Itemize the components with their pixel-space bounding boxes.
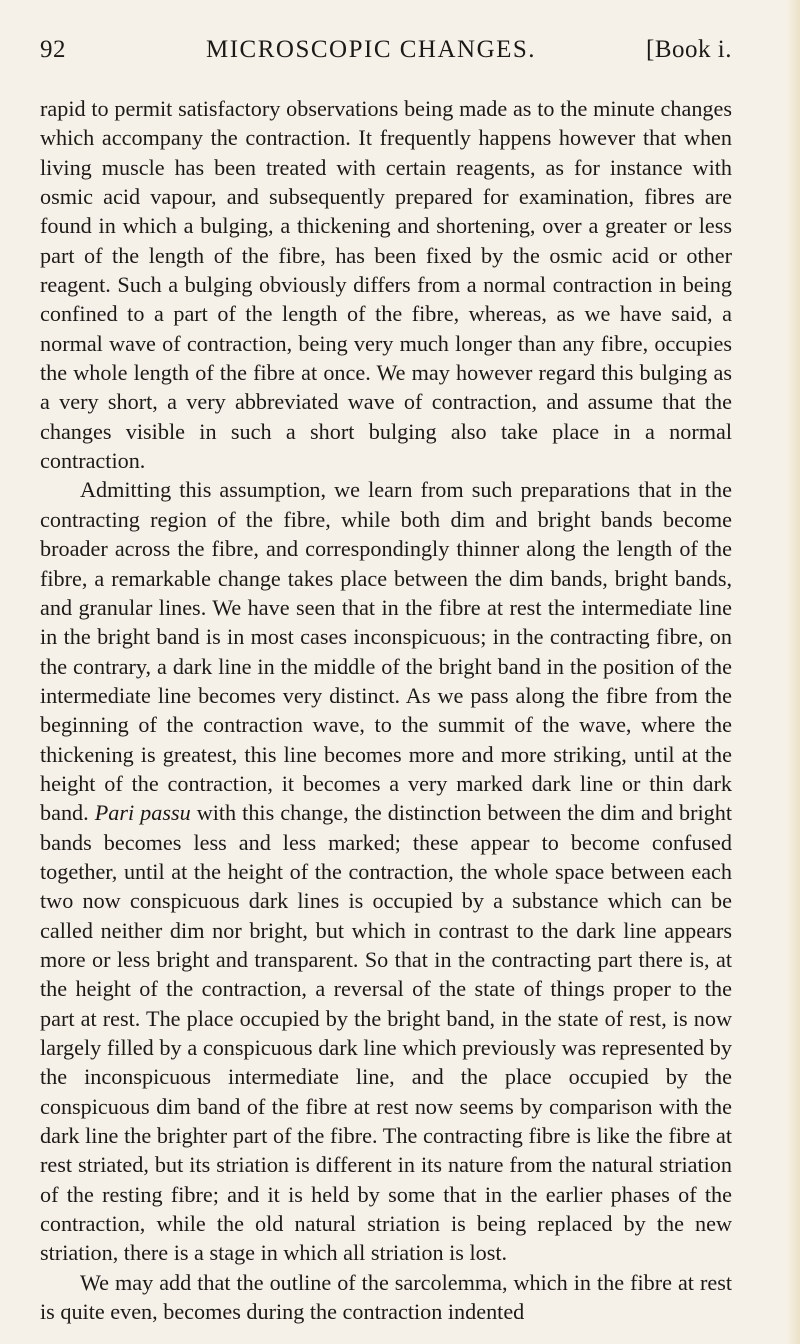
paragraph-part: Admitting this assumption, we learn from such preparations that in the contracting region of the fibre, while both dim and bright bands become broader across the fibre, and correspondingly thinner along the length of the fibre, a remarkable change takes place between the dim bands, bright bands, and granular lines. We have seen that in the fibre at rest the intermediate line in the bright band is in most cases inconspicuous; in the contracting fibre, on the contrary, a dark line in the middle of the bright band in the position of the intermediate line becomes very distinct. As we pass along the fibre from the beginning of the contraction wave, to the summit of the wave, where the thickening is greatest, this line becomes more and more striking, until at the height of the contraction, it becomes a very marked dark line or thin dark band. — [40, 477, 732, 826]
running-title: MICROSCOPIC CHANGES. — [206, 36, 537, 63]
page-edge — [786, 0, 800, 1344]
page-number: 92 — [40, 36, 66, 63]
running-header — [40, 36, 732, 68]
italic-phrase: Pari passu — [94, 800, 191, 826]
paragraph: We may add that the outline of the sarcolemma, which in the fibre at rest is quite even, becomes during the contraction indented — [40, 1269, 732, 1325]
paragraph: rapid to permit satisfactory observations being made as to the minute changes which accompany the contraction. It frequently happens however that when living muscle has been treated with certain reagents, as for instance with osmic acid vapour, and subsequently prepared for examination, fibres are found in which a bulging, a thickening and shortening, over a greater or less part of the length of the fibre, has been fixed by the osmic acid or other reagent. Such a bulging obviously differs from a normal contraction in being confined to a part of the length of the fibre, whereas, as we have said, a normal wave of contraction, being very much longer than any fibre, occupies the whole length of the fibre at once. We may however regard this bulging as a very short, a very abbreviated wave of contraction, and assume that the changes visible in such a short bulging also take place in a normal contraction. — [40, 96, 732, 474]
body-text — [40, 94, 732, 1326]
book-label: [Book i. — [646, 36, 732, 63]
paragraph-part: with this change, the distinction between the dim and bright bands becomes less and less marked; these appear to become confused together, until at the height of the contraction, the whole space between each two now conspicuous dark lines is occupied by a substance which can be called neither dim nor bright, but which in contrast to the dark line appears more or less bright and transparent. So that in the contracting part there is, at the height of the contraction, a reversal of the state of things proper to the part at rest. The place occupied by the bright band, in the state of rest, is now largely filled by a conspicuous dark line which previously was represented by the inconspicuous intermediate line, and the place occupied by the conspicuous dim band of the fibre at rest now seems by comparison with the dark line the brighter part of the fibre. The contracting fibre is like the fibre at rest striated, but its striation is different in its nature from the natural striation of the resting fibre; and it is held by some that in the earlier phases of the contraction, while the old natural striation is being replaced by the new striation, there is a stage in which all striation is lost. — [40, 800, 732, 1266]
paragraph — [40, 475, 732, 1267]
